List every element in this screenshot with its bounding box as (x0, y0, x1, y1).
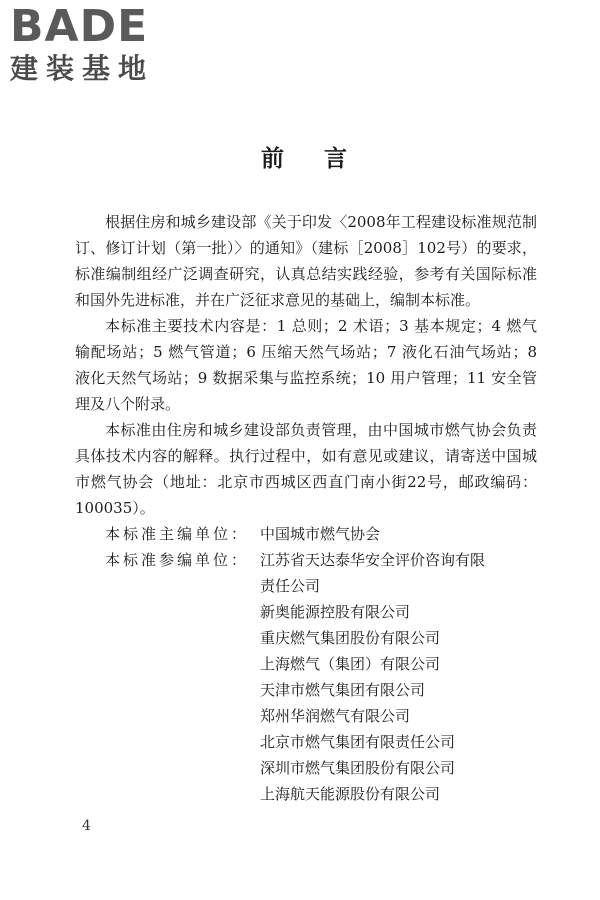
participating-unit: 责任公司 (260, 577, 321, 595)
participating-unit: 新奥能源控股有限公司 (260, 603, 411, 621)
paragraph-2: 本标准主要技术内容是：1 总则；2 术语；3 基本规定；4 燃气输配场站；5 燃气管道；6 压缩天然气场站；7 液化石油气场站；8 液化天然气场站；9 数据采集与监控系统；10 用户管理；11 安全管理及八个附录。 (75, 317, 537, 413)
participating-units-list (260, 547, 537, 807)
chief-unit-row (75, 521, 537, 547)
participating-unit: 重庆燃气集团股份有限公司 (260, 629, 441, 647)
chief-unit-label: 本标准主编单位： (105, 525, 250, 543)
paragraph-3: 本标准由住房和城乡建设部负责管理，由中国城市燃气协会负责具体技术内容的解释。执行过程中，如有意见或建议，请寄送中国城市燃气协会（地址：北京市西城区西直门南小街22号，邮政编码：100035）。 (75, 421, 537, 517)
participating-unit: 江苏省天达泰华安全评价咨询有限 (260, 551, 486, 569)
logo-wordmark (10, 1, 180, 52)
participating-unit: 郑州华润燃气有限公司 (260, 707, 411, 725)
chief-unit-value (260, 521, 537, 547)
page-title: 前 言 (260, 146, 363, 172)
participating-unit: 北京市燃气集团有限责任公司 (260, 733, 456, 751)
participating-unit: 深圳市燃气集团股份有限公司 (260, 759, 456, 777)
bade-logo (10, 1, 180, 92)
page-number: 4 (82, 818, 91, 834)
participating-unit: 上海航天能源股份有限公司 (260, 785, 441, 803)
logo-subtitle: 建装基地 (10, 52, 155, 85)
chief-unit-name: 中国城市燃气协会 (260, 525, 381, 543)
participating-unit: 上海燃气（集团）有限公司 (260, 655, 441, 673)
participating-units-row (75, 547, 537, 807)
paragraph-1: 根据住房和城乡建设部《关于印发〈2008年工程建设标准规范制订、修订计划（第一批）〉的通知》（建标［2008］102号）的要求，标准编制组经广泛调查研究，认真总结实践经验，参考有关国际标准和国外先进标准，并在广泛征求意见的基础上，编制本标准。 (75, 213, 537, 309)
participating-unit: 天津市燃气集团有限公司 (260, 681, 426, 699)
logo-wordmark-text: BADE (10, 1, 149, 52)
participating-units-label: 本标准参编单位： (105, 551, 250, 569)
document-page (75, 140, 537, 807)
